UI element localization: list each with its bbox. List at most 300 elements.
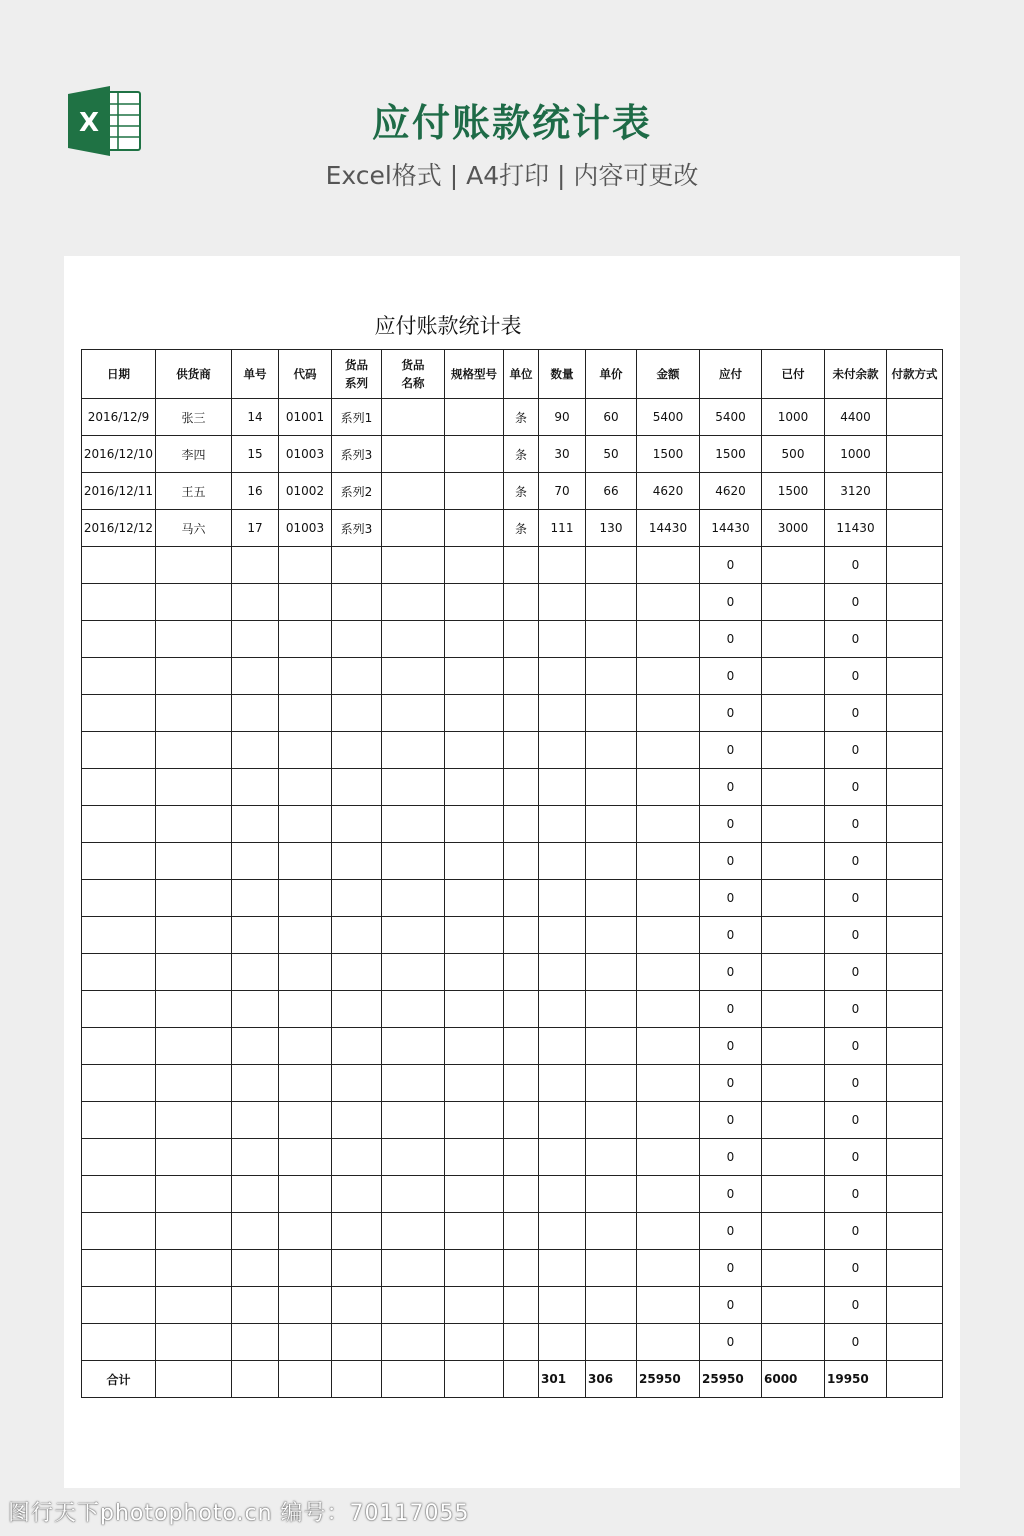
table-cell[interactable] <box>762 584 825 621</box>
table-cell[interactable] <box>382 806 445 843</box>
table-cell[interactable] <box>762 1213 825 1250</box>
table-cell[interactable]: 0 <box>700 1324 762 1361</box>
table-cell[interactable]: 0 <box>700 769 762 806</box>
table-cell[interactable] <box>156 1213 232 1250</box>
total-cell[interactable] <box>279 1361 332 1398</box>
table-cell[interactable] <box>332 991 382 1028</box>
table-cell[interactable] <box>382 1213 445 1250</box>
table-cell[interactable] <box>232 1102 279 1139</box>
table-cell[interactable] <box>279 1287 332 1324</box>
table-cell[interactable] <box>504 1287 539 1324</box>
table-cell[interactable] <box>539 1324 586 1361</box>
table-cell[interactable]: 0 <box>825 880 887 917</box>
table-cell[interactable] <box>445 621 504 658</box>
table-cell[interactable] <box>586 880 637 917</box>
table-cell[interactable] <box>332 1176 382 1213</box>
table-cell[interactable] <box>887 658 943 695</box>
table-cell[interactable] <box>887 436 943 473</box>
table-cell[interactable] <box>586 695 637 732</box>
table-cell[interactable] <box>586 1250 637 1287</box>
table-cell[interactable] <box>279 843 332 880</box>
table-cell[interactable] <box>762 547 825 584</box>
table-cell[interactable] <box>445 1065 504 1102</box>
table-cell[interactable]: 条 <box>504 510 539 547</box>
total-cell[interactable]: 25950 <box>637 1361 700 1398</box>
table-cell[interactable] <box>887 510 943 547</box>
table-cell[interactable]: 0 <box>825 991 887 1028</box>
total-cell[interactable] <box>887 1361 943 1398</box>
table-cell[interactable] <box>504 658 539 695</box>
table-cell[interactable]: 0 <box>700 1213 762 1250</box>
table-cell[interactable] <box>156 695 232 732</box>
table-cell[interactable] <box>586 806 637 843</box>
table-cell[interactable] <box>445 880 504 917</box>
table-cell[interactable]: 5400 <box>637 399 700 436</box>
table-cell[interactable] <box>382 732 445 769</box>
table-cell[interactable]: 条 <box>504 473 539 510</box>
table-cell[interactable]: 0 <box>700 695 762 732</box>
table-cell[interactable]: 0 <box>700 1139 762 1176</box>
table-cell[interactable]: 0 <box>825 1287 887 1324</box>
table-cell[interactable] <box>156 806 232 843</box>
table-cell[interactable] <box>637 621 700 658</box>
table-cell[interactable] <box>445 1287 504 1324</box>
table-cell[interactable]: 1500 <box>700 436 762 473</box>
table-cell[interactable]: 0 <box>825 1324 887 1361</box>
table-cell[interactable]: 系列2 <box>332 473 382 510</box>
table-cell[interactable]: 0 <box>825 547 887 584</box>
table-cell[interactable] <box>82 806 156 843</box>
table-cell[interactable] <box>332 806 382 843</box>
table-cell[interactable] <box>887 1250 943 1287</box>
table-cell[interactable] <box>232 769 279 806</box>
table-cell[interactable] <box>232 806 279 843</box>
table-cell[interactable] <box>382 1176 445 1213</box>
table-cell[interactable] <box>279 1250 332 1287</box>
table-cell[interactable] <box>279 1324 332 1361</box>
table-cell[interactable] <box>445 547 504 584</box>
table-cell[interactable] <box>539 1065 586 1102</box>
table-cell[interactable] <box>586 1213 637 1250</box>
table-cell[interactable]: 3000 <box>762 510 825 547</box>
table-cell[interactable] <box>887 1287 943 1324</box>
table-cell[interactable] <box>762 954 825 991</box>
table-cell[interactable] <box>156 1065 232 1102</box>
table-cell[interactable] <box>382 547 445 584</box>
table-cell[interactable] <box>539 1250 586 1287</box>
table-cell[interactable] <box>445 1324 504 1361</box>
table-cell[interactable] <box>887 584 943 621</box>
table-cell[interactable] <box>887 880 943 917</box>
table-cell[interactable] <box>539 917 586 954</box>
table-cell[interactable] <box>332 769 382 806</box>
table-cell[interactable] <box>445 658 504 695</box>
table-cell[interactable]: 0 <box>700 954 762 991</box>
table-cell[interactable] <box>232 991 279 1028</box>
total-cell[interactable]: 19950 <box>825 1361 887 1398</box>
table-cell[interactable] <box>279 917 332 954</box>
table-cell[interactable] <box>332 843 382 880</box>
total-cell[interactable] <box>332 1361 382 1398</box>
table-cell[interactable] <box>637 732 700 769</box>
table-cell[interactable] <box>232 732 279 769</box>
table-cell[interactable] <box>82 954 156 991</box>
table-cell[interactable] <box>504 695 539 732</box>
table-cell[interactable]: 0 <box>700 1287 762 1324</box>
table-cell[interactable]: 01003 <box>279 436 332 473</box>
table-cell[interactable] <box>637 1250 700 1287</box>
total-cell[interactable]: 25950 <box>700 1361 762 1398</box>
table-cell[interactable] <box>382 695 445 732</box>
table-cell[interactable] <box>637 769 700 806</box>
table-cell[interactable]: 2016/12/9 <box>82 399 156 436</box>
table-cell[interactable] <box>539 1028 586 1065</box>
table-cell[interactable] <box>232 1065 279 1102</box>
table-cell[interactable] <box>382 880 445 917</box>
table-cell[interactable]: 5400 <box>700 399 762 436</box>
table-cell[interactable] <box>504 547 539 584</box>
table-cell[interactable] <box>82 843 156 880</box>
table-cell[interactable] <box>232 547 279 584</box>
table-cell[interactable] <box>539 621 586 658</box>
table-cell[interactable] <box>445 584 504 621</box>
total-cell[interactable] <box>382 1361 445 1398</box>
table-cell[interactable] <box>382 917 445 954</box>
table-cell[interactable] <box>887 1176 943 1213</box>
table-cell[interactable] <box>279 1213 332 1250</box>
table-cell[interactable] <box>279 806 332 843</box>
table-cell[interactable] <box>637 917 700 954</box>
table-cell[interactable] <box>156 1324 232 1361</box>
table-cell[interactable]: 30 <box>539 436 586 473</box>
table-cell[interactable] <box>637 843 700 880</box>
table-cell[interactable]: 66 <box>586 473 637 510</box>
table-cell[interactable]: 0 <box>700 732 762 769</box>
table-cell[interactable] <box>539 584 586 621</box>
table-cell[interactable] <box>887 917 943 954</box>
table-cell[interactable] <box>504 880 539 917</box>
table-cell[interactable] <box>887 473 943 510</box>
table-cell[interactable] <box>382 1065 445 1102</box>
table-cell[interactable] <box>232 621 279 658</box>
table-cell[interactable] <box>382 1102 445 1139</box>
table-cell[interactable] <box>332 880 382 917</box>
table-cell[interactable]: 11430 <box>825 510 887 547</box>
table-cell[interactable] <box>504 917 539 954</box>
table-cell[interactable] <box>232 880 279 917</box>
table-cell[interactable] <box>332 954 382 991</box>
total-cell[interactable] <box>156 1361 232 1398</box>
table-cell[interactable] <box>445 1139 504 1176</box>
table-cell[interactable] <box>156 769 232 806</box>
table-cell[interactable] <box>445 510 504 547</box>
table-cell[interactable]: 3120 <box>825 473 887 510</box>
table-cell[interactable] <box>445 1102 504 1139</box>
table-cell[interactable] <box>82 1065 156 1102</box>
table-cell[interactable] <box>637 1065 700 1102</box>
table-cell[interactable]: 14430 <box>637 510 700 547</box>
table-cell[interactable] <box>586 1176 637 1213</box>
table-cell[interactable] <box>539 843 586 880</box>
table-cell[interactable] <box>82 1102 156 1139</box>
total-cell[interactable]: 306 <box>586 1361 637 1398</box>
table-cell[interactable] <box>762 806 825 843</box>
table-cell[interactable]: 01003 <box>279 510 332 547</box>
table-cell[interactable] <box>382 991 445 1028</box>
table-cell[interactable] <box>887 1139 943 1176</box>
table-cell[interactable] <box>539 954 586 991</box>
table-cell[interactable] <box>445 1176 504 1213</box>
table-cell[interactable] <box>232 1028 279 1065</box>
table-cell[interactable]: 0 <box>825 954 887 991</box>
table-cell[interactable]: 0 <box>825 621 887 658</box>
table-cell[interactable] <box>382 621 445 658</box>
table-cell[interactable] <box>586 1102 637 1139</box>
table-cell[interactable]: 系列3 <box>332 510 382 547</box>
table-cell[interactable] <box>156 991 232 1028</box>
table-cell[interactable]: 0 <box>700 584 762 621</box>
table-cell[interactable] <box>445 732 504 769</box>
table-cell[interactable] <box>637 954 700 991</box>
table-cell[interactable] <box>445 843 504 880</box>
table-cell[interactable] <box>637 991 700 1028</box>
table-cell[interactable] <box>887 991 943 1028</box>
table-cell[interactable] <box>445 1250 504 1287</box>
table-cell[interactable]: 0 <box>700 1065 762 1102</box>
table-cell[interactable] <box>82 1139 156 1176</box>
table-cell[interactable] <box>762 1324 825 1361</box>
table-cell[interactable] <box>82 1324 156 1361</box>
table-cell[interactable] <box>279 695 332 732</box>
table-cell[interactable]: 系列1 <box>332 399 382 436</box>
table-cell[interactable]: 0 <box>825 658 887 695</box>
table-cell[interactable] <box>586 1065 637 1102</box>
table-cell[interactable] <box>762 1287 825 1324</box>
table-cell[interactable] <box>382 1139 445 1176</box>
table-cell[interactable]: 0 <box>825 1065 887 1102</box>
table-cell[interactable] <box>887 1065 943 1102</box>
table-cell[interactable] <box>504 769 539 806</box>
table-cell[interactable] <box>82 584 156 621</box>
table-cell[interactable] <box>445 991 504 1028</box>
table-cell[interactable] <box>887 843 943 880</box>
table-cell[interactable] <box>332 1028 382 1065</box>
table-cell[interactable] <box>637 547 700 584</box>
table-cell[interactable] <box>762 1139 825 1176</box>
table-cell[interactable] <box>504 1250 539 1287</box>
table-cell[interactable] <box>156 732 232 769</box>
table-cell[interactable] <box>637 806 700 843</box>
table-cell[interactable] <box>156 1250 232 1287</box>
table-cell[interactable] <box>382 510 445 547</box>
table-cell[interactable] <box>232 658 279 695</box>
table-cell[interactable]: 0 <box>700 917 762 954</box>
table-cell[interactable]: 14 <box>232 399 279 436</box>
total-cell[interactable]: 301 <box>539 1361 586 1398</box>
table-cell[interactable] <box>762 917 825 954</box>
table-cell[interactable] <box>82 621 156 658</box>
table-cell[interactable] <box>156 621 232 658</box>
table-cell[interactable] <box>82 1176 156 1213</box>
table-cell[interactable] <box>539 1102 586 1139</box>
table-cell[interactable] <box>762 991 825 1028</box>
table-cell[interactable] <box>156 1176 232 1213</box>
table-cell[interactable] <box>82 880 156 917</box>
table-cell[interactable]: 130 <box>586 510 637 547</box>
table-cell[interactable]: 01002 <box>279 473 332 510</box>
table-cell[interactable] <box>887 547 943 584</box>
table-cell[interactable]: 0 <box>825 1028 887 1065</box>
table-cell[interactable] <box>586 769 637 806</box>
table-cell[interactable] <box>637 1176 700 1213</box>
table-cell[interactable] <box>279 880 332 917</box>
table-cell[interactable] <box>586 991 637 1028</box>
table-cell[interactable] <box>887 769 943 806</box>
table-cell[interactable] <box>82 547 156 584</box>
table-cell[interactable] <box>887 621 943 658</box>
table-cell[interactable]: 0 <box>825 584 887 621</box>
total-cell[interactable]: 6000 <box>762 1361 825 1398</box>
table-cell[interactable]: 0 <box>825 732 887 769</box>
table-cell[interactable] <box>332 1213 382 1250</box>
table-cell[interactable] <box>232 1324 279 1361</box>
table-cell[interactable]: 0 <box>825 1102 887 1139</box>
table-cell[interactable] <box>232 584 279 621</box>
table-cell[interactable] <box>887 695 943 732</box>
table-cell[interactable] <box>504 621 539 658</box>
table-cell[interactable] <box>232 1213 279 1250</box>
table-cell[interactable] <box>445 695 504 732</box>
table-cell[interactable] <box>504 1065 539 1102</box>
table-cell[interactable] <box>279 1102 332 1139</box>
table-cell[interactable] <box>539 732 586 769</box>
table-cell[interactable] <box>887 1324 943 1361</box>
table-cell[interactable]: 王五 <box>156 473 232 510</box>
table-cell[interactable] <box>887 1102 943 1139</box>
table-cell[interactable] <box>382 436 445 473</box>
table-cell[interactable]: 4620 <box>700 473 762 510</box>
table-cell[interactable] <box>504 1176 539 1213</box>
table-cell[interactable] <box>156 954 232 991</box>
table-cell[interactable] <box>279 1028 332 1065</box>
table-cell[interactable] <box>586 732 637 769</box>
table-cell[interactable]: 2016/12/11 <box>82 473 156 510</box>
table-cell[interactable] <box>279 1065 332 1102</box>
table-cell[interactable] <box>504 1324 539 1361</box>
table-cell[interactable] <box>82 658 156 695</box>
table-cell[interactable]: 70 <box>539 473 586 510</box>
table-cell[interactable] <box>887 399 943 436</box>
table-cell[interactable] <box>156 917 232 954</box>
table-cell[interactable]: 0 <box>700 621 762 658</box>
table-cell[interactable] <box>504 1102 539 1139</box>
table-cell[interactable] <box>332 1250 382 1287</box>
table-cell[interactable] <box>637 658 700 695</box>
total-cell[interactable] <box>445 1361 504 1398</box>
table-cell[interactable] <box>445 1028 504 1065</box>
table-cell[interactable]: 2016/12/10 <box>82 436 156 473</box>
table-cell[interactable] <box>586 1287 637 1324</box>
table-cell[interactable] <box>637 880 700 917</box>
table-cell[interactable] <box>504 954 539 991</box>
table-cell[interactable] <box>232 1250 279 1287</box>
table-cell[interactable]: 4620 <box>637 473 700 510</box>
table-cell[interactable] <box>332 1102 382 1139</box>
table-cell[interactable] <box>539 1213 586 1250</box>
table-cell[interactable] <box>539 880 586 917</box>
table-cell[interactable] <box>279 584 332 621</box>
table-cell[interactable] <box>279 547 332 584</box>
table-cell[interactable] <box>586 1324 637 1361</box>
table-cell[interactable] <box>156 1102 232 1139</box>
table-cell[interactable] <box>539 1287 586 1324</box>
table-cell[interactable] <box>279 732 332 769</box>
table-cell[interactable]: 0 <box>825 1213 887 1250</box>
table-cell[interactable] <box>504 1213 539 1250</box>
total-cell[interactable] <box>232 1361 279 1398</box>
table-cell[interactable] <box>382 658 445 695</box>
table-cell[interactable] <box>539 1176 586 1213</box>
table-cell[interactable]: 1500 <box>762 473 825 510</box>
table-cell[interactable] <box>586 917 637 954</box>
table-cell[interactable] <box>279 991 332 1028</box>
table-cell[interactable] <box>539 1139 586 1176</box>
table-cell[interactable] <box>887 1028 943 1065</box>
table-cell[interactable]: 0 <box>700 1102 762 1139</box>
table-cell[interactable]: 16 <box>232 473 279 510</box>
table-cell[interactable]: 0 <box>825 1176 887 1213</box>
table-cell[interactable]: 111 <box>539 510 586 547</box>
table-cell[interactable] <box>279 954 332 991</box>
table-cell[interactable]: 0 <box>825 1139 887 1176</box>
table-cell[interactable] <box>586 843 637 880</box>
table-cell[interactable] <box>762 769 825 806</box>
table-cell[interactable] <box>637 695 700 732</box>
table-cell[interactable] <box>382 1250 445 1287</box>
table-cell[interactable] <box>382 584 445 621</box>
table-cell[interactable] <box>82 695 156 732</box>
table-cell[interactable] <box>382 1287 445 1324</box>
table-cell[interactable] <box>539 695 586 732</box>
table-cell[interactable] <box>382 399 445 436</box>
table-cell[interactable]: 1000 <box>762 399 825 436</box>
table-cell[interactable]: 条 <box>504 436 539 473</box>
table-cell[interactable] <box>232 1287 279 1324</box>
table-cell[interactable] <box>504 991 539 1028</box>
table-cell[interactable] <box>586 658 637 695</box>
table-cell[interactable] <box>637 584 700 621</box>
table-cell[interactable] <box>887 1213 943 1250</box>
table-cell[interactable] <box>332 547 382 584</box>
table-cell[interactable] <box>637 1102 700 1139</box>
table-cell[interactable] <box>156 1028 232 1065</box>
table-cell[interactable] <box>887 954 943 991</box>
table-cell[interactable] <box>82 1028 156 1065</box>
table-cell[interactable]: 60 <box>586 399 637 436</box>
table-cell[interactable] <box>82 991 156 1028</box>
table-cell[interactable] <box>539 769 586 806</box>
table-cell[interactable] <box>332 1324 382 1361</box>
table-cell[interactable] <box>332 621 382 658</box>
table-cell[interactable] <box>887 732 943 769</box>
table-cell[interactable] <box>637 1213 700 1250</box>
table-cell[interactable]: 0 <box>825 695 887 732</box>
table-cell[interactable] <box>156 547 232 584</box>
table-cell[interactable] <box>232 1176 279 1213</box>
table-cell[interactable]: 17 <box>232 510 279 547</box>
table-cell[interactable]: 马六 <box>156 510 232 547</box>
table-cell[interactable] <box>445 769 504 806</box>
